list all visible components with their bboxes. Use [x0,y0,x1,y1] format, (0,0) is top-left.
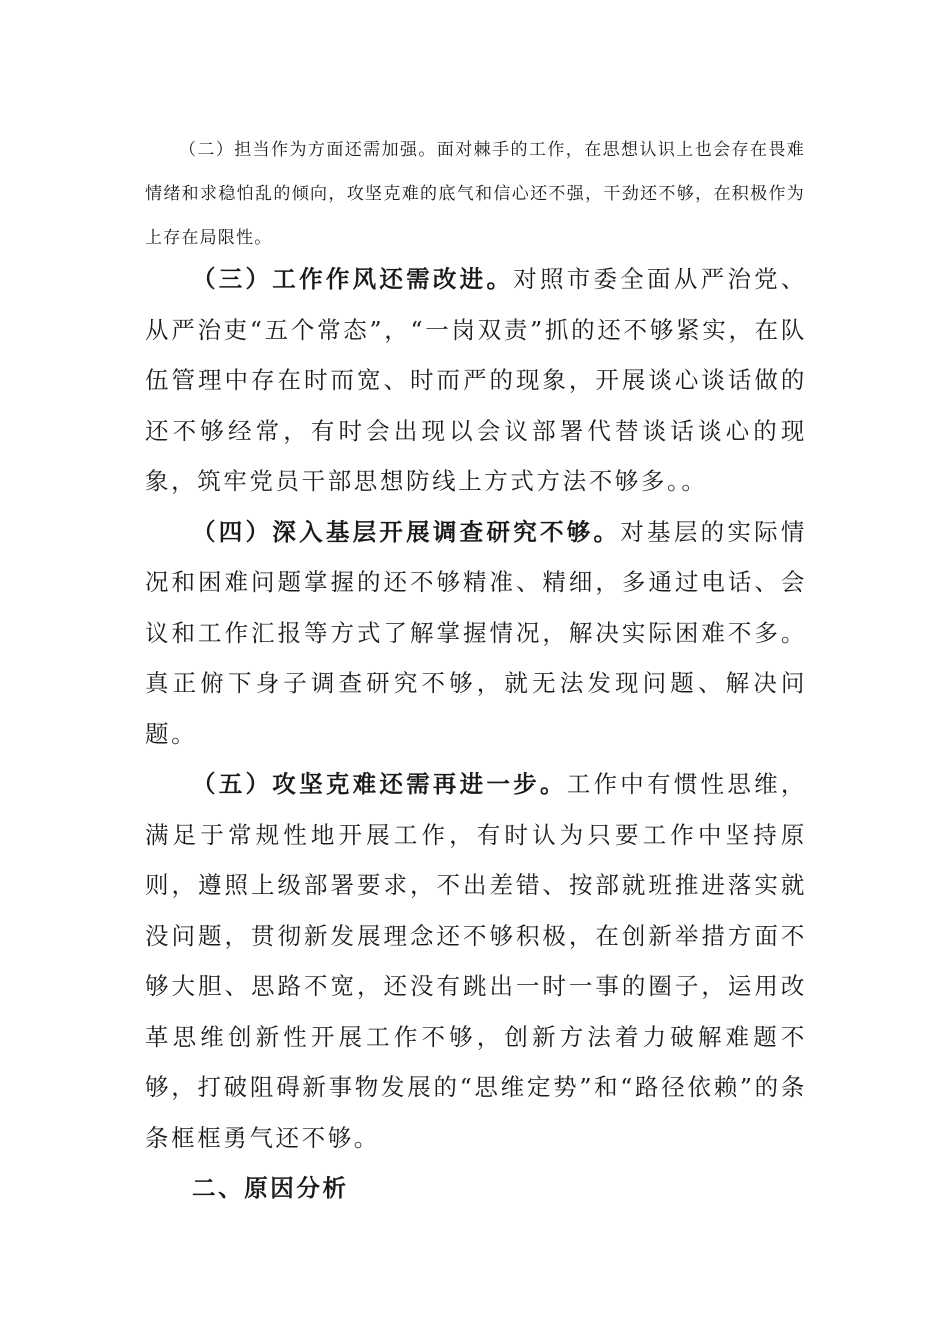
paragraph-commitment: （二）担当作为方面还需加强。面对棘手的工作，在思想认识上也会存在畏难情绪和求稳怕乱的倾向，攻坚克难的底气和信心还不强，干劲还不够，在积极作为上存在局限性。 [145,140,805,248]
paragraph-text: 工作中有惯性思维，满足于常规性地开展工作，有时认为只要工作中坚持原则，遵照上级部署要求，不出差错、按部就班推进落实就没问题，贯彻新发展理念还不够积极，在创新举措方面不够大胆、思路不宽，还没有跳出一时一事的圈子，运用改革思维创新性开展工作不够，创新方法着力破解难题不够，打破阻碍新事物发展的“思维定势”和“路径依赖”的条条框框勇气还不够。 [145,770,807,1152]
paragraph-lead: （四）深入基层开展调查研究不够。 [192,517,621,546]
paragraph-tackling-difficulties [145,759,807,1163]
document-body [145,254,807,1214]
paragraph-text: 对照市委全面从严治党、从严治吏“五个常态”，“一岗双责”抓的还不够紧实，在队伍管理中存在时而宽、时而严的现象，开展谈心谈话做的还不够经常，有时会出现以会议部署代替谈话谈心的现象，筑牢党员干部思想防线上方式方法不够多。。 [145,265,807,495]
section-heading: 二、原因分析 [192,1174,349,1202]
paragraph-lead: （三）工作作风还需改进。 [192,265,514,293]
paragraph-lead: （五）攻坚克难还需再进一步。 [192,770,567,798]
paragraph-text: 对基层的实际情况和困难问题掌握的还不够精准、精细，多通过电话、会议和工作汇报等方式了解掌握情况，解决实际困难不多。真正俯下身子调查研究不够，就无法发现问题、解决问题。 [145,517,807,748]
paragraph-work-style [145,254,807,507]
paragraph-grassroots-research [145,507,807,760]
